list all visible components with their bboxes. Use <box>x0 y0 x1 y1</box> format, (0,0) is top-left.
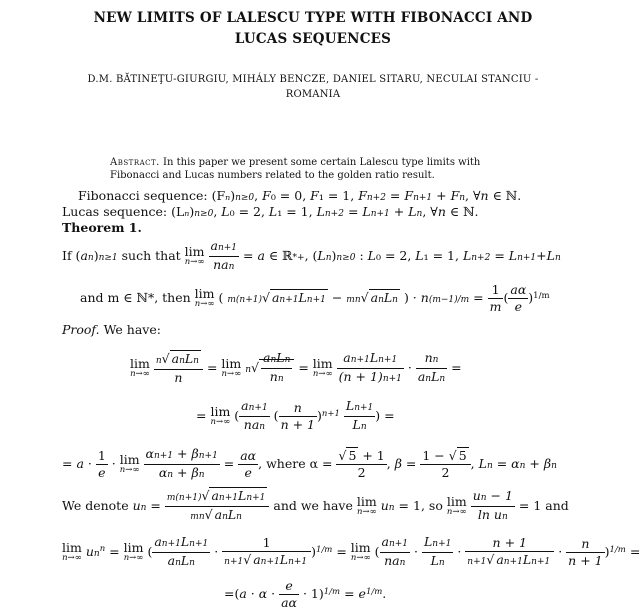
paper-title-line-2: LUCAS SEQUENCES <box>234 31 392 47</box>
paper-title-line-1: NEW LIMITS OF LALESCU TYPE WITH FIBONACCI AND <box>93 10 533 26</box>
authors-line-1: D.M. BĂTINEŢU-GIURGIU, MIHÁLY BENCZE, DANIEL SITARU, NECULAI STANCIU - <box>87 74 539 85</box>
theorem-hypothesis: If (an)n≥1 such that lim n→∞ $\frac{an+1}{\text{nan}}$ = a ∈ ℝ*+, (Ln)n≥0 : L₀ = 2, L₁ = 1, Ln+2 = Ln+1+Ln <box>62 238 561 272</box>
lucas-definition: Lucas sequence: (Lₙ)n≥0, L₀ = 2, L₁ = 1, Ln+2 = Ln+1 + Ln, ∀n ∈ ℕ. <box>62 204 479 219</box>
equation-2: = lim n→∞ ( $\frac{an+1}{\text{nan}}$ ( $\frac{n}{n + 1}$ )$^{n+1}$ $\frac{Ln+1}{Ln}$ ) = <box>196 398 395 432</box>
equation-1: lim n→∞ $\frac{\text{n√ anLn}}{n}$ = lim n→∞ n√ $\frac{\text{anLn}}{nn}$ = lim n→∞ $\frac{an+1Ln+1}{(n + 1)n+1}$ · $\frac{nn}{\text{anLn}}$ = <box>130 350 462 385</box>
abstract-line-2: Fibonacci and Lucas numbers related to the golden ratio result. <box>110 170 435 181</box>
theorem-heading: Theorem 1. <box>62 220 142 235</box>
abstract <box>110 156 515 182</box>
abstract-line-1: In this paper we present some certain Lalescu type limits with <box>163 157 481 168</box>
authors-line-2: ROMANIA <box>285 89 341 100</box>
fibonacci-definition: Fibonacci sequence: (Fₙ)n≥0, F₀ = 0, F₁ = 1, Fn+2 = Fn+1 + Fn, ∀n ∈ ℕ. <box>78 188 522 203</box>
abstract-label: Abstract. <box>110 157 160 168</box>
theorem-conclusion: and m ∈ ℕ*, then lim n→∞ ( m(n+1)√ an+1Ln+1 − mn√ anLn ) · n(m−1)/m = $\frac{1}{m}$ ( $\frac{a\alpha}{e}$ )$^{1/m}$ <box>80 282 550 314</box>
equation-5: lim n→∞ $un^n = \lim$ n→∞ ( $\frac{an+1Ln+1}{\text{anLn}}$ · $\frac{1}{n+1√ an+1Ln+1}$ )$^{1/m}$ = lim n→∞ ( $\frac{an+1}{\text{nan}}$ · $\frac{Ln+1}{Ln}$ · $\frac{n + 1}{n+1√ an+1Ln+1}$ · $\frac{n}{n + 1}$ )$^{1/m}$ = <box>62 534 640 568</box>
proof-line: Proof. We have: <box>62 322 161 337</box>
equation-6: =(a · α · $\frac{e}{a\alpha}$ · $1)^{1/m} = e^{1/m}$. <box>224 578 387 610</box>
equation-4: We denote un = $\frac{m(n+1)√ an+1Ln+1}{\text{mn√ anLn}}$ and we have lim n→∞ un = 1, so lim n→∞ $\frac{un - 1}{\text{ln un}}$ = 1 and <box>62 488 569 522</box>
equation-3: = a · $\frac{1}{e}$ · lim n→∞ $\frac{\alpha n+1 + \beta n+1}{\alpha n + \beta n}$ = $\frac{a\alpha}{e}$ , where α = $\frac{√ 5 + 1}{2}$ , β = $\frac{1 - √ 5}{2}$ , Ln = αn + βn <box>62 446 557 480</box>
